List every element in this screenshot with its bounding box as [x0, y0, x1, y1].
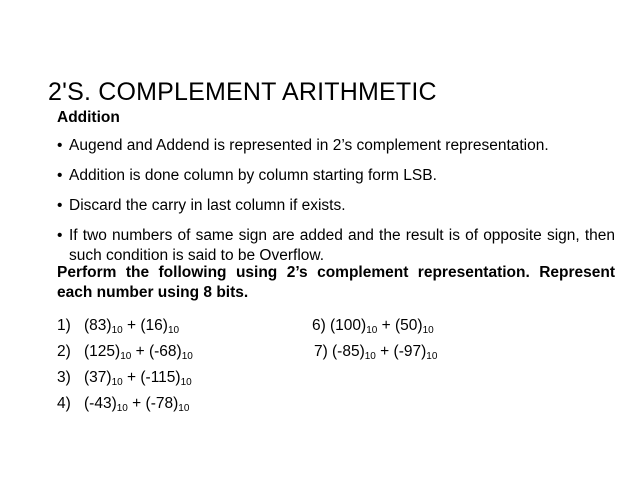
operand-b: (-78): [145, 395, 179, 412]
problem-number: 7): [314, 343, 328, 360]
problem-4: [57, 394, 189, 414]
operator: +: [127, 395, 146, 412]
problem-number: 6): [312, 317, 326, 334]
bullet-item: [57, 196, 615, 216]
problem-3: [57, 368, 192, 388]
bullet-item: [57, 166, 615, 186]
operand-b: (16): [140, 317, 168, 334]
bullet-list: [57, 136, 615, 276]
problem-number: 2): [57, 343, 71, 360]
bullet-dot-icon: •: [57, 197, 63, 214]
problem-number: 4): [57, 395, 71, 412]
operand-b: (-68): [148, 343, 182, 360]
bullet-dot-icon: •: [57, 227, 63, 244]
bullet-dot-icon: •: [57, 167, 63, 184]
operand-a-base: 10: [364, 351, 376, 362]
operand-a-base: 10: [111, 377, 123, 388]
bullet-item: [57, 226, 615, 266]
operand-b-base: 10: [426, 351, 438, 362]
operand-b: (-97): [393, 343, 427, 360]
bullet-dot-icon: •: [57, 137, 63, 154]
bullet-text: If two numbers of same sign are added and the result is of opposite sign, then such condition is said to be Overflow.: [69, 227, 615, 264]
operator: +: [375, 343, 394, 360]
operand-b-base: 10: [167, 325, 180, 336]
operand-b-base: 10: [181, 351, 193, 362]
operand-a: (125): [84, 343, 121, 360]
operand-a-base: 10: [120, 351, 132, 362]
operand-a: (100): [330, 317, 367, 334]
operand-b-base: 10: [422, 325, 434, 336]
slide-title: 2'S. COMPLEMENT ARITHMETIC: [48, 78, 437, 106]
bullet-item: [57, 136, 615, 156]
problem-2: [57, 342, 193, 362]
operand-a: (-85): [332, 343, 365, 360]
operand-a: (-43): [84, 395, 117, 412]
operand-a: (83): [84, 317, 112, 334]
operand-b: (50): [394, 317, 423, 334]
operator: +: [122, 317, 141, 334]
operand-a-base: 10: [116, 403, 128, 414]
operator: +: [131, 343, 149, 360]
operand-a-base: 10: [111, 325, 123, 336]
bullet-text: Discard the carry in last column if exists.: [69, 197, 346, 214]
section-heading: Addition: [57, 109, 120, 126]
bullet-text: Augend and Addend is represented in 2’s complement representation.: [69, 137, 549, 154]
operand-a-base: 10: [366, 325, 378, 336]
operator: +: [122, 369, 141, 386]
operator: +: [377, 317, 395, 334]
operand-b-base: 10: [180, 377, 192, 388]
operand-a: (37): [84, 369, 112, 386]
operand-b-base: 10: [178, 403, 190, 414]
problem-number: 1): [57, 317, 71, 334]
problem-1: [57, 316, 179, 336]
bullet-text: Addition is done column by column starting form LSB.: [69, 167, 437, 184]
instruction-text: Perform the following using 2’s complement representation. Represent each number using 8 bits.: [57, 264, 615, 301]
operand-b: (-115): [140, 369, 181, 386]
problem-6: [312, 316, 434, 336]
problem-7: [314, 342, 437, 362]
problem-number: 3): [57, 369, 71, 386]
